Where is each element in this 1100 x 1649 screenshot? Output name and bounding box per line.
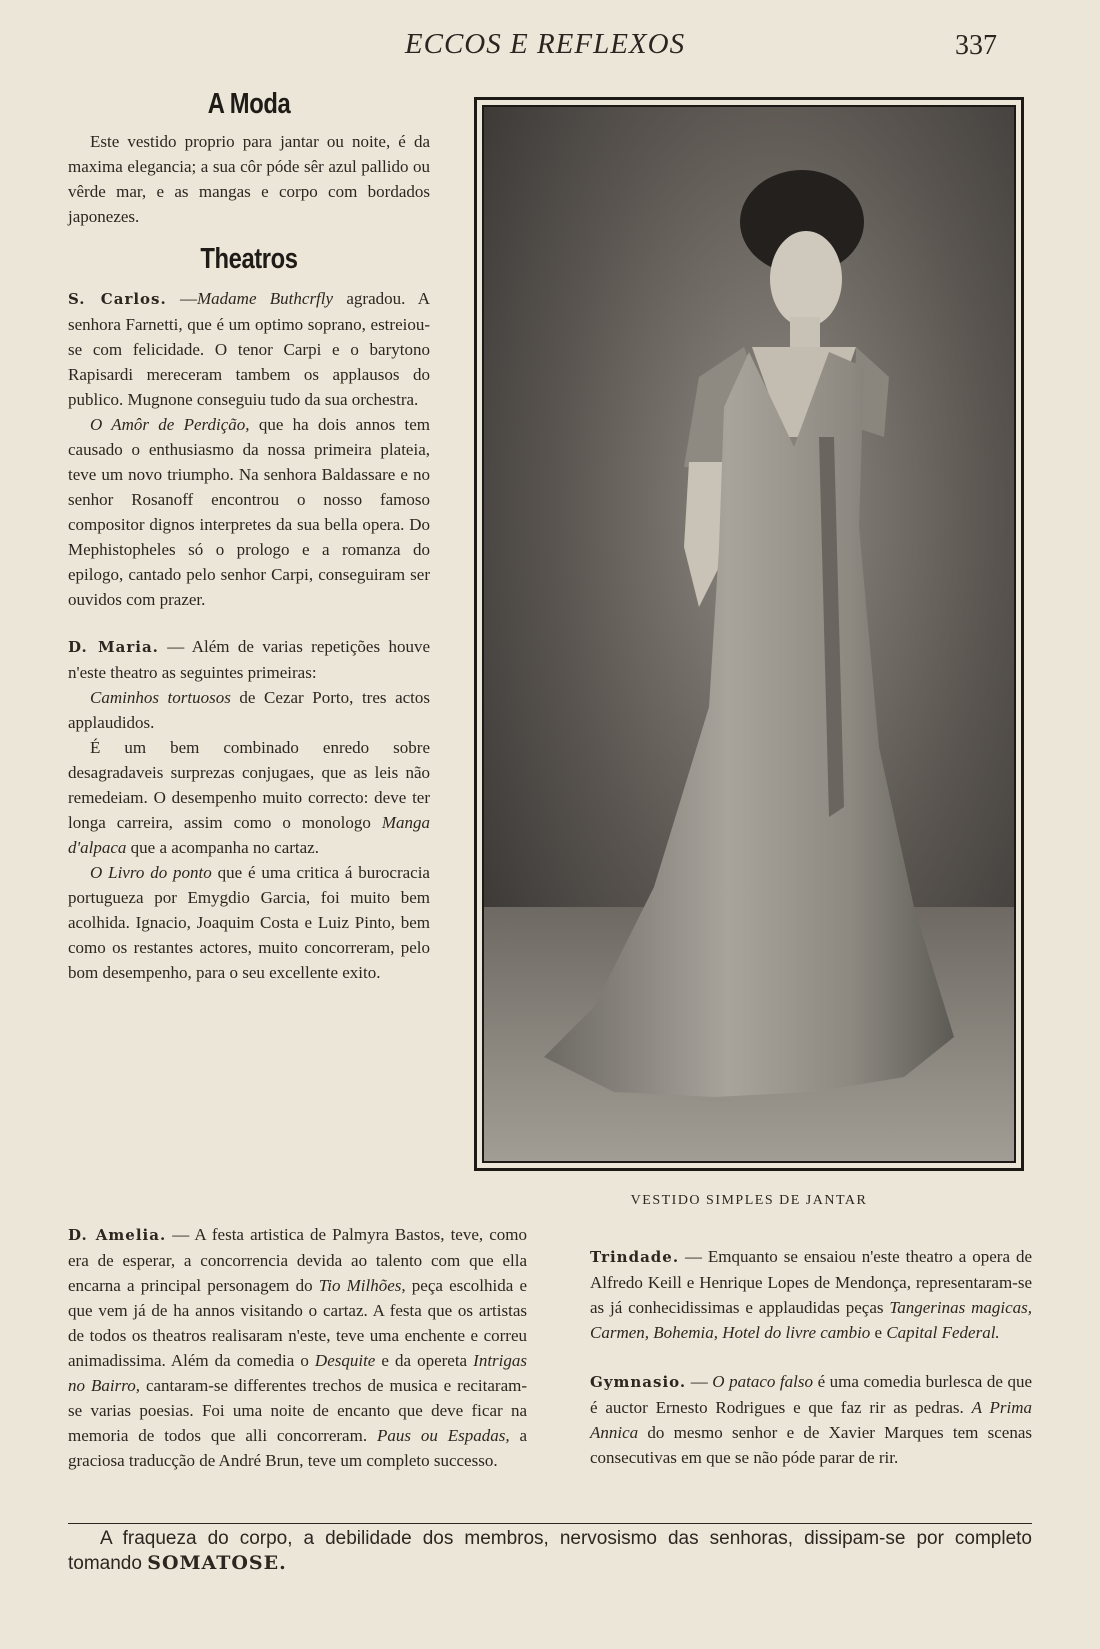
section-heading-moda: A Moda	[207, 88, 291, 120]
work-title: Intrigas no Bairro,	[68, 1351, 527, 1395]
left-column	[68, 88, 430, 985]
fashion-photo-frame	[474, 97, 1024, 1171]
page-number: 337	[955, 30, 997, 61]
venue-name: D. Maria.	[68, 638, 159, 656]
work-title: Madame Buthcrfly	[197, 289, 334, 308]
venue-name: D. Amelia.	[68, 1226, 167, 1244]
venue-name: S. Carlos.	[68, 290, 167, 308]
trindade-paragraph: Trindade. — Emquanto se ensaiou n'este theatro a opera de Alfredo Keill e Henrique Lopes de Mendonça, representaram-se as já conhecidissimas e applaudidas peças Tangerinas magicas, Carmen, Bohemia, Hotel do livre cambio e Capital Federal.	[590, 1247, 1032, 1342]
work-title: O pataco falso	[712, 1372, 813, 1391]
photo-caption: VESTIDO SIMPLES DE JANTAR	[630, 1193, 868, 1208]
right-column-text	[590, 1244, 1032, 1470]
venue-name: Trindade.	[590, 1248, 680, 1266]
work-title: O Amôr de Perdição,	[90, 415, 250, 434]
fashion-photo	[482, 105, 1016, 1163]
enredo-paragraph: É um bem combinado enredo sobre desagradaveis surprezas conjugaes, que as leis não remedeiam. O desempenho muito correcto: deve ter longa carreira, assim como o monologo Manga d'alpaca que a acompanha no cartaz.	[68, 738, 430, 857]
work-title: Manga d'alpaca	[68, 813, 430, 857]
work-title: Tio Milhões,	[318, 1276, 406, 1295]
running-header: ECCOS E REFLEXOS	[404, 28, 686, 60]
woman-in-gown-illustration	[484, 107, 1014, 1161]
footer-paragraph: A fraqueza do corpo, a debilidade dos membros, nervosismo das senhoras, dissipam-se por completo tomando SOMATOSE.	[68, 1528, 1032, 1574]
work-title: Tangerinas magicas, Carmen, Bohemia, Hotel do livre cambio	[590, 1298, 1032, 1342]
amor-paragraph: O Amôr de Perdição, que ha dois annos tem causado o enthusiasmo da nossa primeira plateia, teve um novo triumpho. Na senhora Baldassare e no senhor Rosanoff encontrou o nosso famoso compositor dignos interpretes da sua bella opera. Do Mephistopheles só o prologo e a romanza do epilogo, cantado pelo senhor Carpi, conseguiram ser ouvidos com prazer.	[68, 415, 430, 609]
d-maria-paragraph: D. Maria. — Além de varias repetições houve n'este theatro as seguintes primeiras:	[68, 637, 430, 682]
moda-paragraph: Este vestido proprio para jantar ou noite, é da maxima elegancia; a sua côr póde sêr azul pallido ou vêrde mar, e as mangas e corpo com bordados japonezes.	[68, 132, 430, 226]
section-heading-theatros: Theatros	[200, 243, 298, 275]
d-amelia-paragraph: D. Amelia. — A festa artistica de Palmyra Bastos, teve, como era de esperar, a concorrencia devida ao talento com que ella encarna a principal personagem do Tio Milhões, peça escolhida e que vem já de ha annos visitando o cartaz. A festa que os artistas de todos os theatros realisaram n'este, teve uma enchente e correu animadissima. Além da comedia o Desquite e da opereta Intrigas no Bairro, cantaram-se differentes trechos de musica e recitaram-se varias poesias. Foi uma noite de encanto que deve ficar na memoria de todos que alli concorreram. Paus ou Espadas, a graciosa traducção de André Brun, teve um completo successo.	[68, 1225, 528, 1470]
caminhos-paragraph: Caminhos tortuosos de Cezar Porto, tres actos applaudidos.	[68, 688, 431, 732]
s-carlos-paragraph: S. Carlos. —Madame Buthcrfly agradou. A senhora Farnetti, que é um optimo soprano, estreiou-se com felicidade. O tenor Carpi e o barytono Rapisardi mereceram tambem os applausos do publico. Mugnone conseguiu tudo da sua orchestra.	[68, 289, 430, 409]
work-title: O Livro do ponto	[90, 863, 212, 882]
footer-divider	[68, 1523, 1032, 1524]
brand-name: SOMATOSE.	[147, 1552, 287, 1574]
work-title: Paus ou Espadas,	[376, 1426, 510, 1445]
gymnasio-paragraph: Gymnasio. — O pataco falso é uma comedia burlesca de que é auctor Ernesto Rodrigues e que faz rir as pedras. A Prima Annica do mesmo senhor e de Xavier Marques tem scenas consecutivas em que se não póde parar de rir.	[590, 1372, 1032, 1467]
venue-name: Gymnasio.	[590, 1373, 687, 1391]
livro-paragraph: O Livro do ponto que é uma critica á burocracia portugueza por Emygdio Garcia, foi muito bem acolhida. Ignacio, Joaquim Costa e Luiz Pinto, bem como os restantes actores, muito concorreram, pelo bom desempenho, para o seu excellente exito.	[68, 863, 430, 982]
work-title: Caminhos tortuosos	[90, 688, 231, 707]
d-amelia-block	[68, 1222, 527, 1473]
work-title: A Prima Annica	[590, 1398, 1032, 1442]
footer-advertisement	[68, 1527, 1032, 1576]
work-title: Desquite	[314, 1351, 376, 1370]
work-title: Capital Federal.	[886, 1323, 1000, 1342]
